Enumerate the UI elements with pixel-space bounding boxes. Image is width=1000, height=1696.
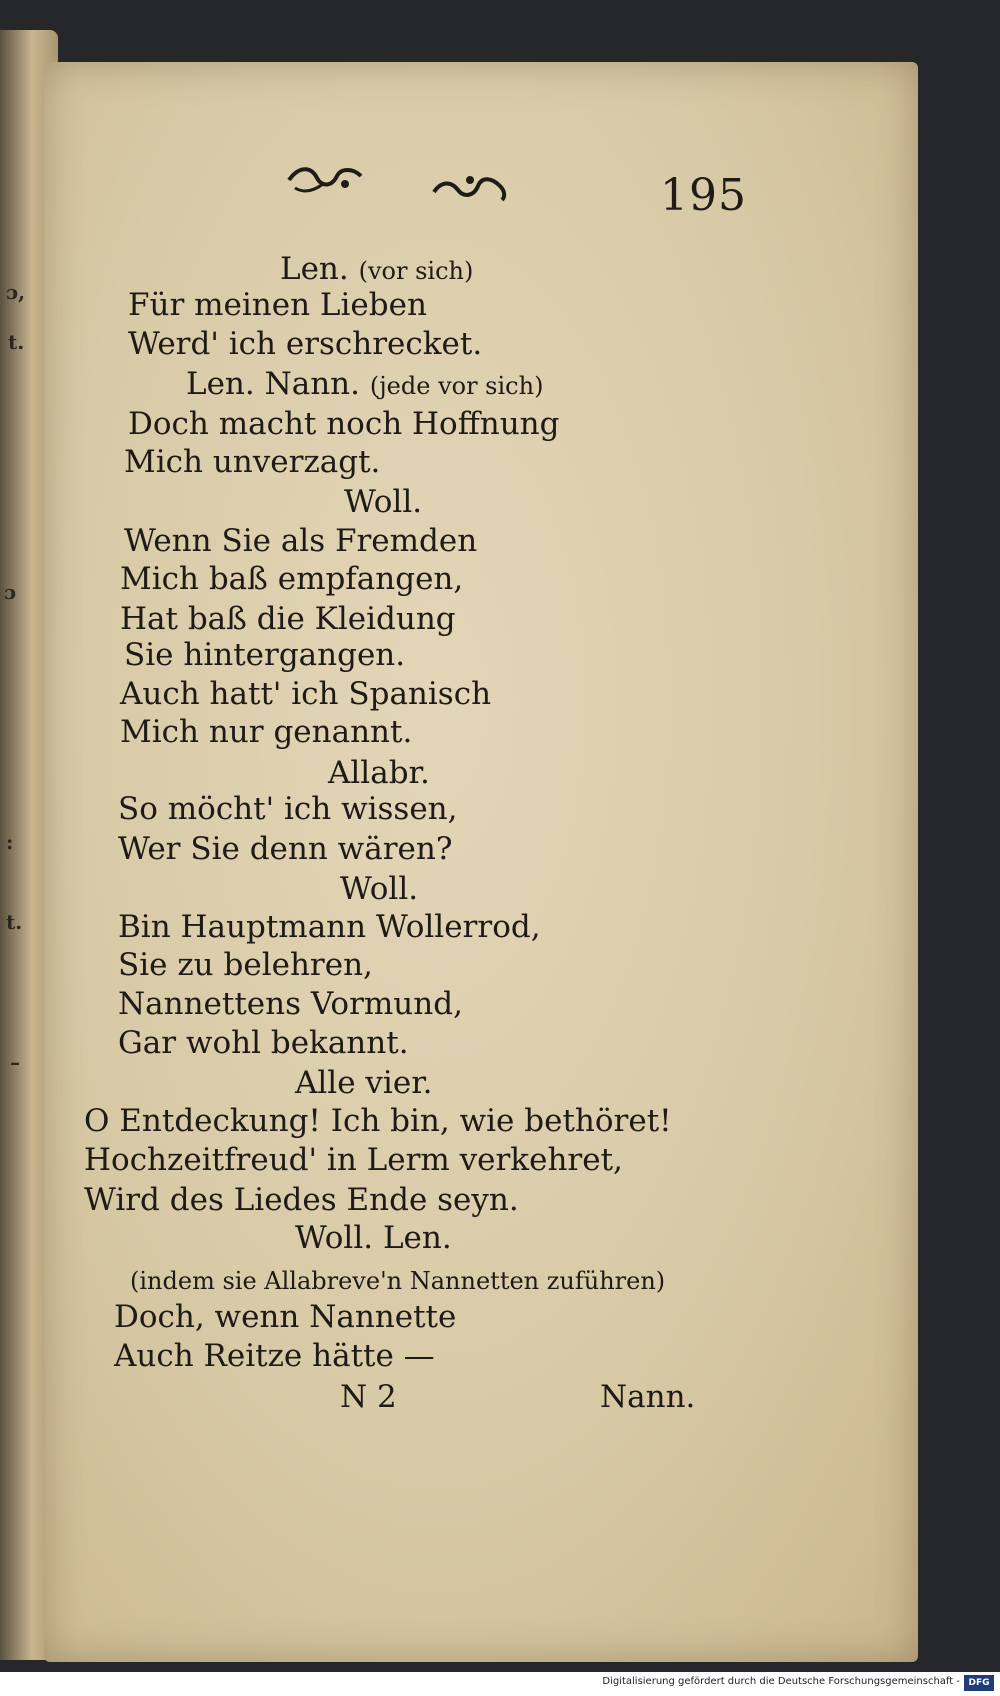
speaker-name: Allabr. bbox=[328, 755, 430, 791]
stage-direction: (indem sie Allabreve'n Nannetten zuführen) bbox=[130, 1267, 666, 1295]
signature-mark: N 2 bbox=[340, 1379, 397, 1415]
verse-line: O Entdeckung! Ich bin, wie bethöret! bbox=[84, 1103, 672, 1139]
verse-line: Sie zu belehren, bbox=[118, 947, 373, 983]
bleed-through-mark: t. bbox=[8, 330, 25, 354]
verse-line: Mich baß empfangen, bbox=[120, 561, 464, 597]
verse-line: Doch, wenn Nannette bbox=[114, 1299, 457, 1335]
verse-line: Für meinen Lieben bbox=[128, 287, 427, 323]
verse-line: Auch hatt' ich Spanisch bbox=[120, 676, 492, 712]
speaker-line bbox=[280, 250, 473, 290]
speaker-name: Len. Nann. bbox=[186, 366, 360, 402]
verse-line: So möcht' ich wissen, bbox=[118, 791, 458, 827]
verse-line: Werd' ich erschrecket. bbox=[128, 326, 483, 362]
stage-direction: (vor sich) bbox=[358, 257, 474, 285]
verse-line: Mich nur genannt. bbox=[120, 714, 413, 750]
flourish-ornament-left-icon bbox=[285, 160, 365, 200]
funding-credit: Digitalisierung gefördert durch die Deutsche Forschungsgemeinschaft - bbox=[602, 1676, 960, 1687]
catchword: Nann. bbox=[600, 1379, 696, 1415]
verse-line: Auch Reitze hätte — bbox=[114, 1338, 435, 1374]
verse-line: Wenn Sie als Fremden bbox=[124, 523, 478, 559]
speaker-name: Len. bbox=[280, 251, 349, 287]
speaker-line bbox=[186, 365, 543, 405]
page-number: 195 bbox=[660, 170, 747, 221]
verse-line: Wird des Liedes Ende seyn. bbox=[84, 1182, 519, 1218]
verse-line: Mich unverzagt. bbox=[124, 444, 381, 480]
speaker-name: Woll. bbox=[344, 484, 423, 520]
speaker-name: Woll. bbox=[340, 871, 419, 907]
verse-line: Doch macht noch Hoffnung bbox=[128, 406, 560, 442]
verse-line: Hat baß die Kleidung bbox=[120, 601, 456, 637]
verse-line: Gar wohl bekannt. bbox=[118, 1025, 409, 1061]
bleed-through-mark: : bbox=[6, 830, 14, 854]
verse-line: Sie hintergangen. bbox=[124, 637, 406, 673]
bleed-through-mark: – bbox=[10, 1050, 20, 1074]
flourish-ornament-right-icon bbox=[430, 168, 510, 208]
stage-direction: (jede vor sich) bbox=[369, 372, 544, 400]
verse-line: Bin Hauptmann Wollerrod, bbox=[118, 909, 541, 945]
speaker-name: Alle vier. bbox=[295, 1065, 433, 1101]
verse-line: Hochzeitfreud' in Lerm verkehret, bbox=[84, 1142, 623, 1178]
verse-line: Nannettens Vormund, bbox=[118, 986, 463, 1022]
bleed-through-mark: ɔ bbox=[4, 580, 17, 604]
bleed-through-mark: t. bbox=[6, 910, 23, 934]
bleed-through-mark: ɔ, bbox=[6, 280, 26, 304]
dfg-logo-icon: DFG bbox=[964, 1675, 994, 1691]
footer-bar bbox=[0, 1672, 1000, 1696]
verse-line: Wer Sie denn wären? bbox=[118, 831, 453, 867]
speaker-name: Woll. Len. bbox=[295, 1220, 452, 1256]
